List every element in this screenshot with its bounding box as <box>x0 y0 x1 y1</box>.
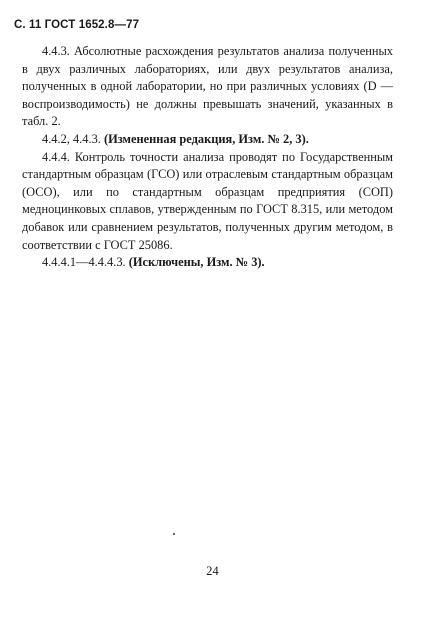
scan-speck <box>173 533 175 535</box>
clause-numbers: 4.4.2, 4.4.3. <box>42 131 101 146</box>
running-header: С. 11 ГОСТ 1652.8—77 <box>14 19 140 31</box>
document-body <box>22 43 393 272</box>
exclusion-label: (Исключены, Изм. № 3). <box>128 255 265 270</box>
amendment-note-4-4-2 <box>22 131 393 149</box>
page-number: 24 <box>206 564 219 578</box>
amendment-note-4-4-4-1 <box>22 254 393 272</box>
paragraph-4-4-4: 4.4.4. Контроль точности анализа проводят по Государственным стандартным образцам (ГСО) или отраслевым стандартным образцам (ОСО), или по стандартным образцам предприятия (СОП) медноцинковых сплавов, утвержденным по ГОСТ 8.315, или методом добавок или сравнением результатов, полученных другим методом, в соответствии с ГОСТ 25086. <box>22 149 393 252</box>
paragraph-4-4-3: 4.4.3. Абсолютные расхождения результатов анализа полученных в двух различных лабораториях, или двух результатов анализа, полученных в одной лаборатории, но при различных условиях (D — воспроизводимость) не должны превышать значений, указанных в табл. 2. <box>22 44 393 129</box>
clause-numbers: 4.4.4.1—4.4.4.3. <box>42 255 126 270</box>
amendment-label: (Измененная редакция, Изм. № 2, 3). <box>103 131 309 146</box>
